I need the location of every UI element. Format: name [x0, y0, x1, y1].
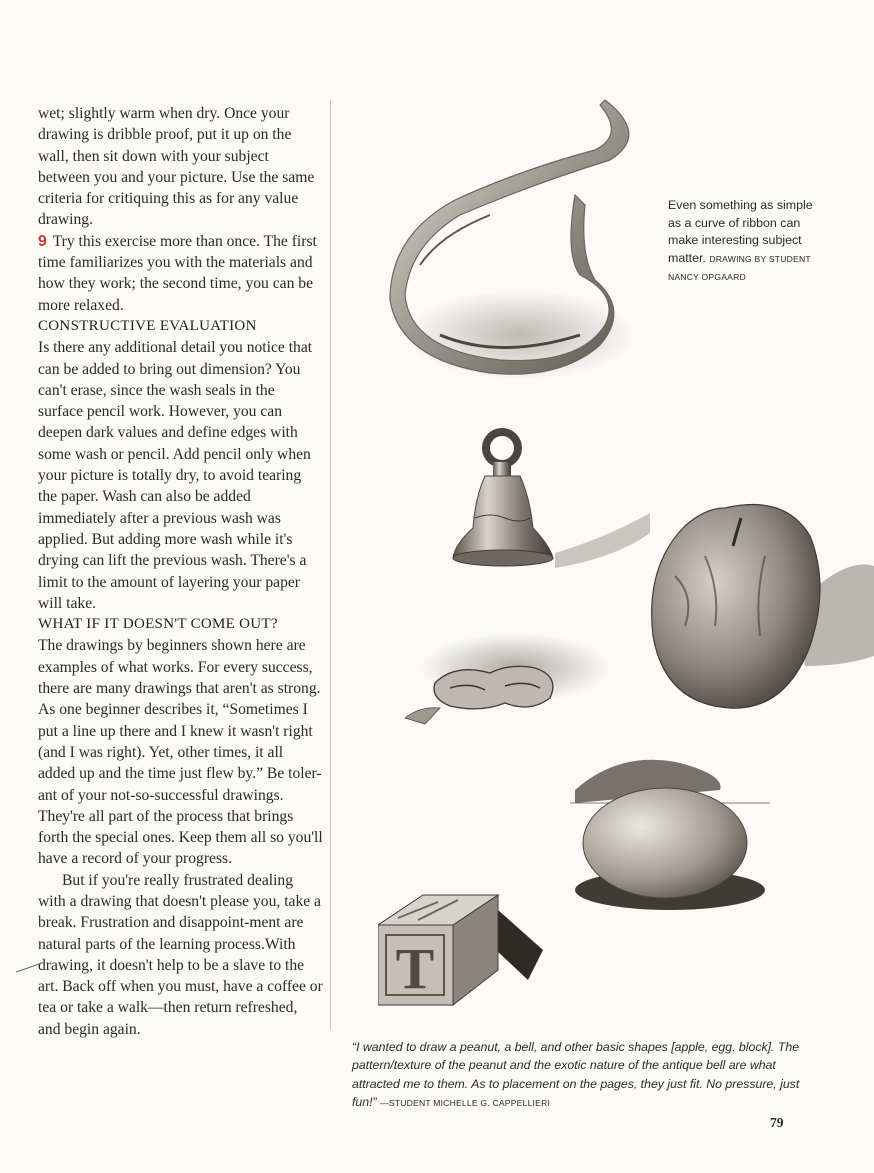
block-letter: T — [395, 936, 435, 1001]
paragraph-beginners: The drawings by beginners shown here are examples of what works. For every success, there are many drawings that aren't as strong. As one beginner describes it, “Sometimes I put a line up there and I knew it wasn't right (and I was right). Yet, other times, it all added up and the time just flew by.” Be toler-ant of your not-so-successful drawings. They're all part of the process that brings forth the special ones. Keep them all so you'll have a record of your progress. — [38, 637, 323, 868]
column-divider — [330, 100, 331, 1030]
heading-constructive-evaluation: CONSTRUCTIVE EVALUATION — [38, 317, 257, 334]
body-text-column — [38, 103, 323, 1040]
apple-drawing — [645, 496, 874, 721]
paragraph-wash-dry: wet; slightly warm when dry. Once your drawing is dribble proof, put it up on the wall, then sit down with your subject between you and your picture. Use the same criteria for critiquing this as for any value drawing. — [38, 105, 315, 229]
ribbon-caption-text: Even something as simple as a curve of ribbon can make interesting subject matter. — [668, 198, 813, 265]
drawings-caption-text: “I wanted to draw a peanut, a bell, and other basic shapes [apple, egg, block]. The pattern/texture of the peanut and the exotic nature of the antique bell are what attracted me to them. As to placement on the pages, they just fit. No pressure, just fun!” — [352, 1040, 800, 1109]
paragraph-evaluation: Is there any additional detail you notice that can be added to bring out dimension? You can't erase, since the wash seals in the surface pencil work. However, you can deepen dark values and define edges with some wash or pencil. Add pencil only when your picture is totally dry, to avoid tearing the paper. Wash can also be added immediately after a previous wash was applied. But adding more wash while it's drying can lift the previous wash. There's a limit to the amount of layering your paper will take. — [38, 339, 313, 612]
heading-what-if: WHAT IF IT DOESN'T COME OUT? — [38, 616, 278, 633]
drawings-caption — [352, 1038, 822, 1112]
bell-drawing — [445, 418, 655, 588]
paragraph-step-9 — [38, 231, 323, 316]
ribbon-caption-credit: DRAWING BY STUDENT NANCY OPGAARD — [668, 253, 811, 283]
ribbon-caption — [668, 197, 818, 287]
page-number: 79 — [770, 1115, 784, 1130]
peanut-drawing — [395, 618, 610, 728]
ribbon-drawing — [380, 95, 665, 385]
drawings-caption-credit: —STUDENT MICHELLE G. CAPPELLIERI — [380, 1097, 551, 1108]
step-number: 9 — [38, 232, 47, 250]
block-drawing — [378, 870, 543, 1010]
paragraph-frustrated: But if you're really frustrated dealing with a drawing that doesn't please you, take a break. Frustration and disappoint-ment are natural parts of the learning process.With drawing, it doesn't help to be a slave to the art. Back off when you must, have a coffee or tea or take a walk—then return refreshed, and begin again. — [38, 871, 323, 1038]
step-9-text: Try this exercise more than once. The first time familiarizes you with the materials and how they work; the second time, you can be more relaxed. — [38, 232, 317, 314]
egg-drawing — [540, 755, 770, 915]
margin-pencil-mark — [14, 958, 44, 978]
